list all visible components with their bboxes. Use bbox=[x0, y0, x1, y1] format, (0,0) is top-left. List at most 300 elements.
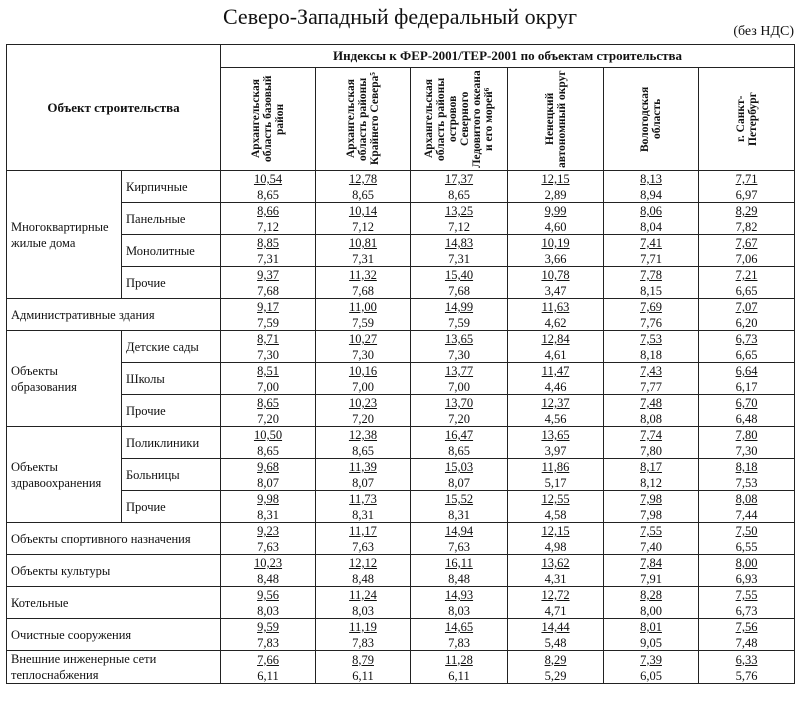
index-value-upper: 11,17 bbox=[349, 524, 377, 538]
index-cell bbox=[316, 651, 411, 684]
index-cell bbox=[699, 555, 795, 587]
table-row bbox=[7, 427, 795, 459]
index-value-upper: 7,98 bbox=[640, 492, 662, 506]
index-cell bbox=[411, 171, 508, 203]
index-cell bbox=[221, 299, 316, 331]
index-value-lower: 4,98 bbox=[544, 540, 567, 554]
index-cell bbox=[604, 363, 699, 395]
index-value-upper: 8,29 bbox=[544, 652, 567, 667]
subcategory-label: Поликлиники bbox=[122, 427, 221, 459]
index-value-upper: 6,33 bbox=[735, 652, 758, 667]
index-cell bbox=[411, 491, 508, 523]
index-value-lower: 7,68 bbox=[448, 284, 470, 298]
index-cell bbox=[411, 427, 508, 459]
index-cell bbox=[508, 299, 604, 331]
index-value-lower: 7,12 bbox=[352, 220, 374, 234]
index-cell bbox=[221, 203, 316, 235]
subcategory-label: Монолитные bbox=[122, 235, 221, 267]
index-value-upper: 8,06 bbox=[640, 204, 662, 218]
index-value-upper: 7,07 bbox=[735, 300, 758, 314]
index-value-upper: 14,99 bbox=[444, 300, 474, 314]
category-label: Административные здания bbox=[7, 299, 221, 331]
index-cell bbox=[411, 235, 508, 267]
index-value-upper: 11,19 bbox=[349, 620, 377, 634]
index-value-upper: 15,52 bbox=[444, 492, 474, 506]
index-cell bbox=[508, 427, 604, 459]
index-cell bbox=[508, 587, 604, 619]
index-cell bbox=[604, 427, 699, 459]
subcategory-label: Больницы bbox=[122, 459, 221, 491]
index-cell bbox=[411, 459, 508, 491]
index-value-upper: 13,25 bbox=[444, 204, 474, 218]
index-cell bbox=[604, 523, 699, 555]
index-value-upper: 8,00 bbox=[735, 556, 758, 570]
object-column-header: Объект строительства bbox=[7, 45, 221, 171]
index-cell bbox=[508, 651, 604, 684]
index-cell bbox=[221, 363, 316, 395]
index-cell bbox=[316, 427, 411, 459]
index-cell bbox=[604, 235, 699, 267]
index-value-lower: 7,30 bbox=[448, 348, 470, 362]
index-value-lower: 7,63 bbox=[352, 540, 374, 554]
index-cell bbox=[221, 267, 316, 299]
index-cell bbox=[316, 331, 411, 363]
index-cell bbox=[221, 651, 316, 684]
index-value-lower: 8,04 bbox=[640, 220, 662, 234]
index-cell bbox=[699, 459, 795, 491]
table-row bbox=[7, 587, 795, 619]
index-value-upper: 9,68 bbox=[257, 460, 279, 474]
index-value-upper: 11,73 bbox=[349, 492, 377, 506]
index-cell bbox=[221, 523, 316, 555]
index-value-upper: 8,51 bbox=[257, 364, 279, 378]
index-value-lower: 7,98 bbox=[640, 508, 662, 522]
index-value-upper: 7,55 bbox=[735, 588, 758, 602]
index-value-lower: 6,20 bbox=[735, 316, 758, 330]
index-value-upper: 11,24 bbox=[349, 588, 377, 602]
index-value-lower: 7,53 bbox=[735, 476, 758, 490]
index-value-lower: 7,00 bbox=[257, 380, 279, 394]
index-value-upper: 7,78 bbox=[640, 268, 662, 282]
index-cell bbox=[699, 523, 795, 555]
index-value-lower: 4,71 bbox=[544, 604, 567, 618]
index-value-lower: 4,46 bbox=[544, 380, 567, 394]
index-value-upper: 7,50 bbox=[735, 524, 758, 538]
index-cell bbox=[316, 459, 411, 491]
index-value-upper: 13,77 bbox=[444, 364, 474, 378]
indices-header: Индексы к ФЕР-2001/ТЕР-2001 по объектам строительства bbox=[221, 45, 795, 68]
index-value-upper: 7,84 bbox=[640, 556, 662, 570]
subcategory-label: Кирпичные bbox=[122, 171, 221, 203]
index-value-lower: 7,00 bbox=[352, 380, 374, 394]
index-value-lower: 9,05 bbox=[640, 636, 662, 650]
index-value-upper: 9,37 bbox=[257, 268, 279, 282]
index-value-upper: 13,65 bbox=[541, 428, 570, 442]
index-value-lower: 7,20 bbox=[352, 412, 374, 426]
index-value-lower: 8,48 bbox=[352, 572, 374, 586]
index-cell bbox=[699, 619, 795, 651]
index-value-upper: 8,18 bbox=[735, 460, 758, 474]
index-value-lower: 8,18 bbox=[640, 348, 662, 362]
index-cell bbox=[508, 171, 604, 203]
category-label: Объекты спортивного назначения bbox=[7, 523, 221, 555]
index-value-lower: 6,93 bbox=[735, 572, 758, 586]
index-cell bbox=[316, 587, 411, 619]
index-value-lower: 7,30 bbox=[352, 348, 374, 362]
index-value-upper: 10,78 bbox=[541, 268, 570, 282]
index-value-lower: 4,62 bbox=[544, 316, 567, 330]
index-cell bbox=[411, 587, 508, 619]
index-value-lower: 7,83 bbox=[448, 636, 470, 650]
index-value-lower: 8,31 bbox=[352, 508, 374, 522]
index-cell bbox=[221, 427, 316, 459]
index-value-lower: 7,83 bbox=[257, 636, 279, 650]
index-value-lower: 8,48 bbox=[448, 572, 470, 586]
index-value-upper: 9,59 bbox=[257, 620, 279, 634]
index-value-upper: 7,43 bbox=[640, 364, 662, 378]
index-cell bbox=[604, 459, 699, 491]
index-cell bbox=[699, 491, 795, 523]
index-value-upper: 11,39 bbox=[349, 460, 377, 474]
index-value-upper: 6,64 bbox=[735, 364, 758, 378]
index-cell bbox=[316, 555, 411, 587]
index-value-upper: 14,94 bbox=[444, 524, 474, 538]
index-value-lower: 7,20 bbox=[257, 412, 279, 426]
table-row bbox=[7, 267, 795, 299]
index-value-lower: 8,03 bbox=[352, 604, 374, 618]
index-value-upper: 8,85 bbox=[257, 236, 279, 250]
index-value-upper: 10,81 bbox=[348, 236, 378, 250]
index-value-upper: 7,66 bbox=[257, 652, 279, 667]
index-value-upper: 8,79 bbox=[352, 652, 374, 667]
index-value-lower: 6,11 bbox=[257, 668, 279, 683]
index-value-lower: 6,65 bbox=[735, 284, 758, 298]
table-body bbox=[7, 171, 795, 684]
index-cell bbox=[604, 331, 699, 363]
index-value-upper: 7,74 bbox=[640, 428, 662, 442]
table-row bbox=[7, 619, 795, 651]
index-value-upper: 8,66 bbox=[257, 204, 279, 218]
index-value-lower: 7,71 bbox=[640, 252, 662, 266]
index-cell bbox=[508, 363, 604, 395]
table-row bbox=[7, 459, 795, 491]
index-value-lower: 7,44 bbox=[735, 508, 758, 522]
index-value-lower: 8,31 bbox=[257, 508, 279, 522]
index-value-lower: 7,12 bbox=[448, 220, 470, 234]
index-value-lower: 8,12 bbox=[640, 476, 662, 490]
index-value-lower: 4,61 bbox=[544, 348, 567, 362]
index-value-upper: 8,01 bbox=[640, 620, 662, 634]
index-cell bbox=[508, 267, 604, 299]
subcategory-label: Прочие bbox=[122, 395, 221, 427]
index-value-lower: 8,08 bbox=[640, 412, 662, 426]
category-label: Объекты культуры bbox=[7, 555, 221, 587]
index-cell bbox=[411, 363, 508, 395]
index-value-lower: 7,59 bbox=[448, 316, 470, 330]
table-row bbox=[7, 523, 795, 555]
column-header: Вологодская область bbox=[604, 68, 699, 171]
index-value-upper: 12,15 bbox=[541, 524, 570, 538]
index-value-lower: 6,17 bbox=[735, 380, 758, 394]
index-cell bbox=[316, 267, 411, 299]
index-value-lower: 8,48 bbox=[257, 572, 279, 586]
index-value-upper: 13,65 bbox=[444, 332, 474, 346]
index-cell bbox=[508, 331, 604, 363]
subcategory-label: Панельные bbox=[122, 203, 221, 235]
index-value-upper: 11,47 bbox=[541, 364, 570, 378]
index-value-upper: 10,27 bbox=[348, 332, 378, 346]
index-value-upper: 10,54 bbox=[253, 172, 283, 186]
index-cell bbox=[411, 267, 508, 299]
index-cell bbox=[411, 395, 508, 427]
index-value-lower: 3,66 bbox=[544, 252, 567, 266]
index-value-upper: 8,65 bbox=[257, 396, 279, 410]
index-cell bbox=[316, 299, 411, 331]
index-value-lower: 7,40 bbox=[640, 540, 662, 554]
index-cell bbox=[221, 555, 316, 587]
index-value-lower: 8,65 bbox=[448, 444, 470, 458]
index-cell bbox=[604, 555, 699, 587]
index-value-upper: 12,15 bbox=[541, 172, 570, 186]
index-value-lower: 7,00 bbox=[448, 380, 470, 394]
index-value-lower: 5,17 bbox=[544, 476, 567, 490]
index-cell bbox=[604, 587, 699, 619]
index-cell bbox=[699, 587, 795, 619]
index-value-upper: 11,86 bbox=[541, 460, 570, 474]
index-value-lower: 8,94 bbox=[640, 188, 662, 202]
index-value-lower: 7,91 bbox=[640, 572, 662, 586]
index-cell bbox=[699, 363, 795, 395]
index-value-upper: 9,17 bbox=[257, 300, 279, 314]
index-value-upper: 7,67 bbox=[735, 236, 758, 250]
index-value-upper: 12,84 bbox=[541, 332, 570, 346]
index-value-upper: 14,65 bbox=[444, 620, 474, 634]
category-label: Котельные bbox=[7, 587, 221, 619]
index-cell bbox=[604, 651, 699, 684]
index-value-upper: 7,55 bbox=[640, 524, 662, 538]
index-cell bbox=[411, 299, 508, 331]
index-value-upper: 7,69 bbox=[640, 300, 662, 314]
index-cell bbox=[316, 171, 411, 203]
category-label: Многоквартирные жилые дома bbox=[7, 171, 122, 299]
index-value-upper: 10,16 bbox=[348, 364, 378, 378]
index-cell bbox=[508, 523, 604, 555]
index-value-lower: 4,56 bbox=[544, 412, 567, 426]
index-value-upper: 12,78 bbox=[348, 172, 378, 186]
index-value-lower: 4,58 bbox=[544, 508, 567, 522]
document-title: Северо-Западный федеральный округ bbox=[222, 4, 578, 29]
index-value-upper: 7,80 bbox=[735, 428, 758, 442]
index-cell bbox=[604, 171, 699, 203]
index-cell bbox=[699, 299, 795, 331]
table-row bbox=[7, 363, 795, 395]
index-value-lower: 6,65 bbox=[735, 348, 758, 362]
index-value-upper: 8,17 bbox=[640, 460, 662, 474]
index-value-upper: 9,99 bbox=[544, 204, 567, 218]
index-value-lower: 5,29 bbox=[544, 668, 567, 683]
index-value-lower: 8,00 bbox=[640, 604, 662, 618]
index-cell bbox=[316, 203, 411, 235]
index-cell bbox=[604, 267, 699, 299]
index-value-upper: 14,93 bbox=[444, 588, 474, 602]
index-value-upper: 6,70 bbox=[735, 396, 758, 410]
index-value-lower: 7,82 bbox=[735, 220, 758, 234]
index-value-lower: 7,76 bbox=[640, 316, 662, 330]
index-value-lower: 7,30 bbox=[735, 444, 758, 458]
index-value-lower: 3,97 bbox=[544, 444, 567, 458]
index-value-upper: 10,19 bbox=[541, 236, 570, 250]
index-value-upper: 10,14 bbox=[348, 204, 378, 218]
index-value-lower: 8,07 bbox=[257, 476, 279, 490]
index-value-lower: 2,89 bbox=[544, 188, 567, 202]
index-value-upper: 12,12 bbox=[348, 556, 378, 570]
index-value-upper: 7,41 bbox=[640, 236, 662, 250]
index-cell bbox=[411, 523, 508, 555]
table-row bbox=[7, 203, 795, 235]
index-value-lower: 8,03 bbox=[448, 604, 470, 618]
subcategory-label: Прочие bbox=[122, 267, 221, 299]
index-cell bbox=[508, 235, 604, 267]
index-cell bbox=[699, 203, 795, 235]
index-value-lower: 7,80 bbox=[640, 444, 662, 458]
index-value-lower: 7,12 bbox=[257, 220, 279, 234]
table-row bbox=[7, 235, 795, 267]
index-cell bbox=[508, 203, 604, 235]
index-value-lower: 7,59 bbox=[257, 316, 279, 330]
index-value-lower: 7,77 bbox=[640, 380, 662, 394]
index-cell bbox=[411, 619, 508, 651]
index-value-lower: 7,63 bbox=[448, 540, 470, 554]
index-cell bbox=[604, 491, 699, 523]
index-value-upper: 10,50 bbox=[253, 428, 283, 442]
vat-note: (без НДС) bbox=[733, 24, 794, 39]
index-value-lower: 7,48 bbox=[735, 636, 758, 650]
index-value-upper: 7,39 bbox=[640, 652, 662, 667]
index-value-lower: 5,48 bbox=[544, 636, 567, 650]
index-value-lower: 4,60 bbox=[544, 220, 567, 234]
index-value-upper: 15,40 bbox=[444, 268, 474, 282]
table-row bbox=[7, 171, 795, 203]
index-value-upper: 13,62 bbox=[541, 556, 570, 570]
index-value-lower: 8,15 bbox=[640, 284, 662, 298]
index-value-upper: 11,32 bbox=[349, 268, 377, 282]
index-cell bbox=[604, 619, 699, 651]
index-value-upper: 10,23 bbox=[348, 396, 378, 410]
index-value-upper: 15,03 bbox=[444, 460, 474, 474]
index-cell bbox=[316, 619, 411, 651]
index-value-lower: 6,97 bbox=[735, 188, 758, 202]
column-header: Архангельская область базовый район bbox=[221, 68, 316, 171]
index-value-upper: 8,71 bbox=[257, 332, 279, 346]
index-cell bbox=[508, 619, 604, 651]
subcategory-label: Прочие bbox=[122, 491, 221, 523]
index-cell bbox=[221, 619, 316, 651]
index-value-upper: 16,11 bbox=[445, 556, 473, 570]
index-value-upper: 14,44 bbox=[541, 620, 570, 634]
index-value-lower: 8,65 bbox=[352, 188, 374, 202]
index-value-upper: 10,23 bbox=[253, 556, 283, 570]
index-cell bbox=[411, 203, 508, 235]
index-cell bbox=[411, 651, 508, 684]
category-label: Объекты образования bbox=[7, 331, 122, 427]
table-row bbox=[7, 491, 795, 523]
index-value-lower: 7,31 bbox=[352, 252, 374, 266]
index-value-upper: 8,08 bbox=[735, 492, 758, 506]
index-value-lower: 6,73 bbox=[735, 604, 758, 618]
index-value-lower: 8,65 bbox=[352, 444, 374, 458]
index-value-lower: 7,83 bbox=[352, 636, 374, 650]
index-cell bbox=[699, 331, 795, 363]
index-value-upper: 7,21 bbox=[735, 268, 758, 282]
index-cell bbox=[411, 331, 508, 363]
index-value-upper: 11,00 bbox=[349, 300, 377, 314]
table-row bbox=[7, 651, 795, 684]
index-value-lower: 8,31 bbox=[448, 508, 470, 522]
index-cell bbox=[316, 363, 411, 395]
index-value-lower: 8,65 bbox=[257, 444, 279, 458]
table-row bbox=[7, 331, 795, 363]
index-value-lower: 8,65 bbox=[448, 188, 470, 202]
index-cell bbox=[508, 555, 604, 587]
index-cell bbox=[508, 395, 604, 427]
index-cell bbox=[221, 331, 316, 363]
index-cell bbox=[604, 299, 699, 331]
column-header: г. Санкт-Петербург bbox=[699, 68, 795, 171]
index-value-upper: 9,98 bbox=[257, 492, 279, 506]
price-index-table bbox=[6, 44, 795, 684]
index-value-upper: 6,73 bbox=[735, 332, 758, 346]
index-cell bbox=[316, 235, 411, 267]
index-cell bbox=[411, 555, 508, 587]
index-cell bbox=[699, 427, 795, 459]
index-cell bbox=[221, 459, 316, 491]
index-value-lower: 8,07 bbox=[448, 476, 470, 490]
column-header: Архангельская область районы островов Северного Ледовитого океана и его морей⁶ bbox=[411, 68, 508, 171]
index-cell bbox=[316, 395, 411, 427]
index-value-upper: 8,29 bbox=[735, 204, 758, 218]
index-value-upper: 11,63 bbox=[541, 300, 570, 314]
column-header: Архангельская область районы Крайнего Севера⁵ bbox=[316, 68, 411, 171]
category-label: Очистные сооружения bbox=[7, 619, 221, 651]
table-row bbox=[7, 555, 795, 587]
index-cell bbox=[221, 395, 316, 427]
index-value-lower: 7,30 bbox=[257, 348, 279, 362]
subcategory-label: Школы bbox=[122, 363, 221, 395]
index-value-lower: 7,31 bbox=[448, 252, 470, 266]
index-value-upper: 9,23 bbox=[257, 524, 279, 538]
index-value-upper: 7,53 bbox=[640, 332, 662, 346]
index-value-lower: 6,11 bbox=[448, 668, 470, 683]
index-value-lower: 8,07 bbox=[352, 476, 374, 490]
index-cell bbox=[508, 459, 604, 491]
index-value-upper: 8,28 bbox=[640, 588, 662, 602]
index-value-lower: 6,05 bbox=[640, 668, 662, 683]
index-value-upper: 9,56 bbox=[257, 588, 279, 602]
index-value-lower: 4,31 bbox=[544, 572, 567, 586]
index-cell bbox=[604, 203, 699, 235]
index-cell bbox=[221, 235, 316, 267]
index-value-upper: 14,83 bbox=[444, 236, 474, 250]
index-value-upper: 12,37 bbox=[541, 396, 570, 410]
index-cell bbox=[221, 491, 316, 523]
index-value-upper: 11,28 bbox=[445, 652, 473, 667]
index-cell bbox=[508, 491, 604, 523]
category-label: Объекты здравоохранения bbox=[7, 427, 122, 523]
index-value-upper: 13,70 bbox=[444, 396, 474, 410]
index-value-upper: 17,37 bbox=[444, 172, 474, 186]
index-value-upper: 8,13 bbox=[640, 172, 662, 186]
table-row bbox=[7, 299, 795, 331]
